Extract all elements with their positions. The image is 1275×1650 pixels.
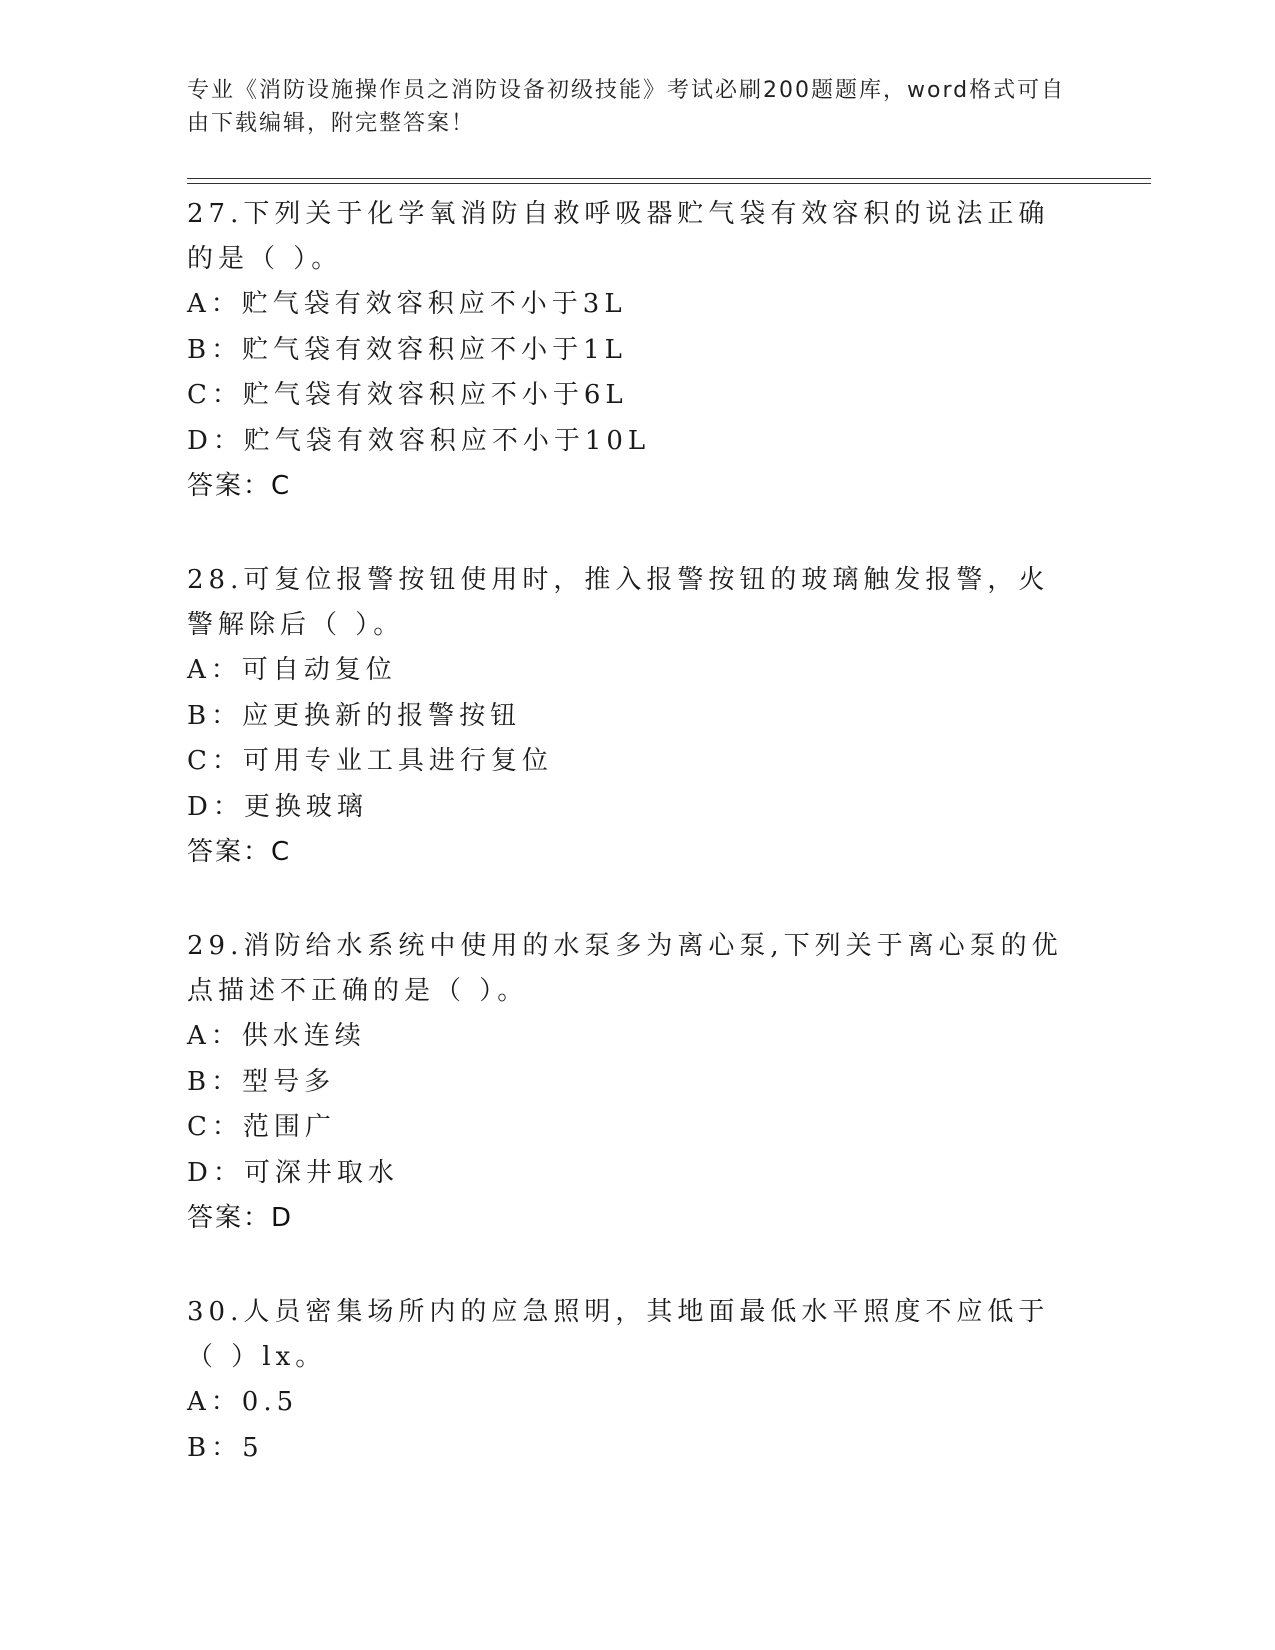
question-30 <box>187 1290 1067 1471</box>
document-header: 专业《消防设施操作员之消防设备初级技能》考试必刷200题题库，word格式可自由下载编辑，附完整答案！ <box>187 78 1066 136</box>
option-b: B：5 <box>187 1432 264 1463</box>
option-b: B：型号多 <box>187 1066 336 1097</box>
answer-label: 答案：C <box>187 837 292 867</box>
answer-label: 答案：C <box>187 471 292 501</box>
question-28 <box>187 558 1067 875</box>
question-27 <box>187 192 1067 509</box>
option-a: A：0.5 <box>187 1387 299 1417</box>
answer-label: 答案：D <box>187 1203 294 1233</box>
question-text: 29.消防给水系统中使用的水泵多为离心泵,下列关于离心泵的优点描述不正确的是（ ）。 <box>187 931 1063 1006</box>
option-a: A：可自动复位 <box>187 655 397 685</box>
option-c: C：范围广 <box>187 1112 336 1142</box>
header-divider-bottom <box>187 183 1151 184</box>
question-text: 27.下列关于化学氧消防自救呼吸器贮气袋有效容积的说法正确的是（ ）。 <box>187 199 1050 274</box>
question-29 <box>187 924 1067 1241</box>
question-text: 30.人员密集场所内的应急照明，其地面最低水平照度不应低于（ ）lx。 <box>187 1297 1050 1372</box>
option-d: D：可深井取水 <box>187 1157 399 1188</box>
header-divider-top <box>187 178 1151 179</box>
option-a: A：供水连续 <box>187 1021 366 1051</box>
option-d: D：贮气袋有效容积应不小于10L <box>187 425 651 456</box>
question-list <box>187 192 1067 1520</box>
option-c: C：可用专业工具进行复位 <box>187 746 553 776</box>
option-b: B：应更换新的报警按钮 <box>187 700 522 731</box>
option-b: B：贮气袋有效容积应不小于1L <box>187 334 627 365</box>
option-a: A：贮气袋有效容积应不小于3L <box>187 289 627 319</box>
option-c: C：贮气袋有效容积应不小于6L <box>187 380 628 410</box>
question-text: 28.可复位报警按钮使用时，推入报警按钮的玻璃触发报警，火警解除后（ ）。 <box>187 565 1050 640</box>
option-d: D：更换玻璃 <box>187 791 368 822</box>
